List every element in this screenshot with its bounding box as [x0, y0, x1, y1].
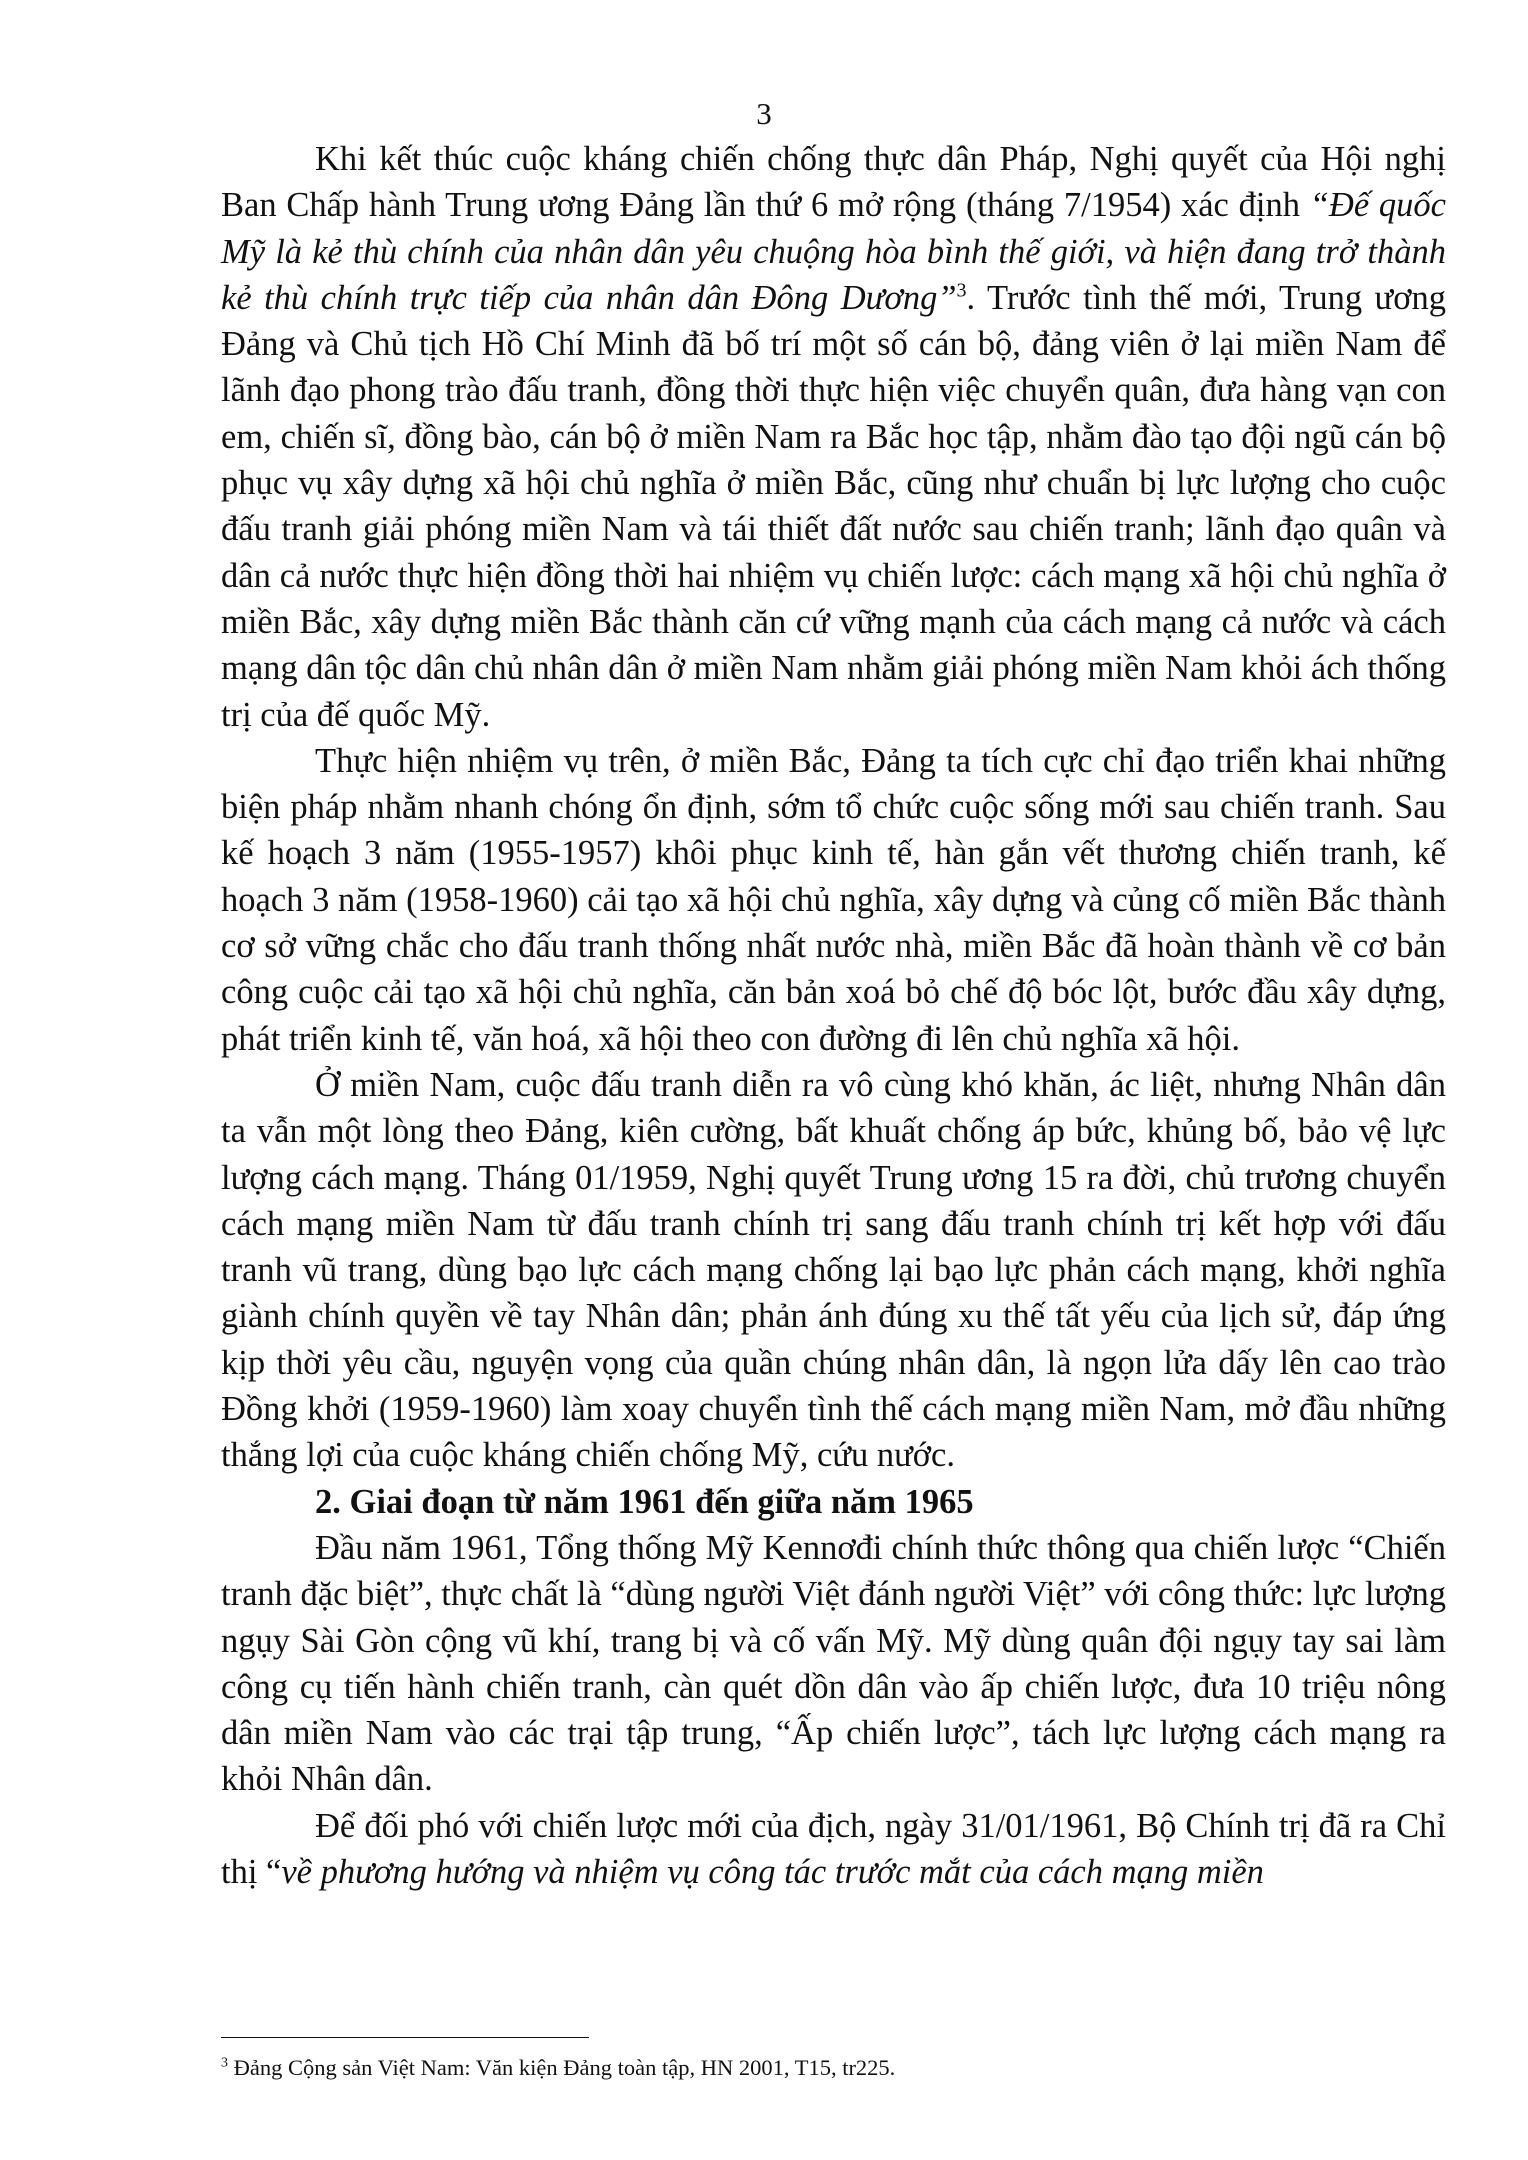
quote-italic: “Đế quốc Mỹ là kẻ thù chính của nhân dân yêu chuộng hòa bình thế giới, và hiện đang trở thành kẻ thù chính trực tiếp của nhân dân Đông Dương” [221, 186, 1446, 317]
paragraph-politburo-directive [221, 1803, 1446, 1896]
footnote-ref[interactable]: 3 [956, 279, 967, 302]
paragraph-special-war: Đầu năm 1961, Tổng thống Mỹ Kennơđi chính thức thông qua chiến lược “Chiến tranh đặc biệt”, thực chất là “dùng người Việt đánh người Việt” với công thức: lực lượng ngụy Sài Gòn cộng vũ khí, trang bị và cố vấn Mỹ. Mỹ dùng quân đội ngụy tay sai làm công cụ tiến hành chiến tranh, càn quét dồn dân vào ấp chiến lược, đưa 10 triệu nông dân miền Nam vào các trại tập trung, “Ấp chiến lược”, tách lực lượng cách mạng ra khỏi Nhân dân. [221, 1528, 1446, 1799]
footnote-text: Đảng Cộng sản Việt Nam: Văn kiện Đảng toàn tập, HN 2001, T15, tr225. [228, 2055, 896, 2080]
paragraph-text: . Trước tình thế mới, Trung ương Đảng và Chủ tịch Hồ Chí Minh đã bố trí một số cán bộ, đảng viên ở lại miền Nam để lãnh đạo phong trào đấu tranh, đồng thời thực hiện việc chuyển quân, đưa hàng vạn con em, chiến sĩ, đồng bào, cán bộ ở miền Nam ra Bắc học tập, nhằm đào tạo đội ngũ cán bộ phục vụ xây dựng xã hội chủ nghĩa ở miền Bắc, cũng như chuẩn bị lực lượng cho cuộc đấu tranh giải phóng miền Nam và tái thiết đất nước sau chiến tranh; lãnh đạo quân và dân cả nước thực hiện đồng thời hai nhiệm vụ chiến lược: cách mạng xã hội chủ nghĩa ở miền Bắc, xây dựng miền Bắc thành căn cứ vững mạnh của cách mạng cả nước và cách mạng dân tộc dân chủ nhân dân ở miền Nam nhằm giải phóng miền Nam khỏi ách thống trị của đế quốc Mỹ. [221, 278, 1446, 734]
paragraph-text: Khi kết thúc cuộc kháng chiến chống thực dân Pháp, Nghị quyết của Hội nghị Ban Chấp hành Trung ương Đảng lần thứ 6 mở rộng (tháng 7/1954) xác định [221, 140, 1446, 225]
paragraph-north-tasks: Thực hiện nhiệm vụ trên, ở miền Bắc, Đảng ta tích cực chỉ đạo triển khai những biện pháp nhằm nhanh chóng ổn định, sớm tổ chức cuộc sống mới sau chiến tranh. Sau kế hoạch 3 năm (1955-1957) khôi phục kinh tế, hàn gắn vết thương chiến tranh, kế hoạch 3 năm (1958-1960) cải tạo xã hội chủ nghĩa, xây dựng và củng cố miền Bắc thành cơ sở vững chắc cho đấu tranh thống nhất nước nhà, miền Bắc đã hoàn thành về cơ bản công cuộc cải tạo xã hội chủ nghĩa, căn bản xoá bỏ chế độ bóc lột, bước đầu xây dựng, phát triển kinh tế, văn hoá, xã hội theo con đường đi lên chủ nghĩa xã hội. [221, 741, 1446, 1058]
section-heading: 2. Giai đoạn từ năm 1961 đến giữa năm 1965 [315, 1482, 974, 1521]
paragraph-text: Để đối phó với chiến lược mới của địch, ngày 31/01/1961, Bộ Chính trị đã ra Chỉ thị “ [221, 1806, 1446, 1891]
footnote-number: 3 [221, 2055, 228, 2071]
directive-italic: về phương hướng và nhiệm vụ công tác trước mắt của cách mạng miền [281, 1852, 1264, 1891]
footnote-divider [221, 2037, 589, 2038]
paragraph-resistance-end [221, 136, 1446, 738]
paragraph-south-struggle: Ở miền Nam, cuộc đấu tranh diễn ra vô cùng khó khăn, ác liệt, nhưng Nhân dân ta vẫn một lòng theo Đảng, kiên cường, bất khuất chống áp bức, khủng bố, bảo vệ lực lượng cách mạng. Tháng 01/1959, Nghị quyết Trung ương 15 ra đời, chủ trương chuyển cách mạng miền Nam từ đấu tranh chính trị sang đấu tranh chính trị kết hợp với đấu tranh vũ trang, dùng bạo lực cách mạng chống lại bạo lực phản cách mạng, khởi nghĩa giành chính quyền về tay Nhân dân; phản ánh đúng xu thế tất yếu của lịch sử, đáp ứng kịp thời yêu cầu, nguyện vọng của quần chúng nhân dân, là ngọn lửa dấy lên cao trào Đồng khởi (1959-1960) làm xoay chuyển tình thế cách mạng miền Nam, mở đầu những thắng lợi của cuộc kháng chiến chống Mỹ, cứu nước. [221, 1065, 1446, 1475]
page-number: 3 [756, 96, 772, 131]
body-text [221, 136, 1446, 1895]
footnote [221, 2053, 1446, 2083]
